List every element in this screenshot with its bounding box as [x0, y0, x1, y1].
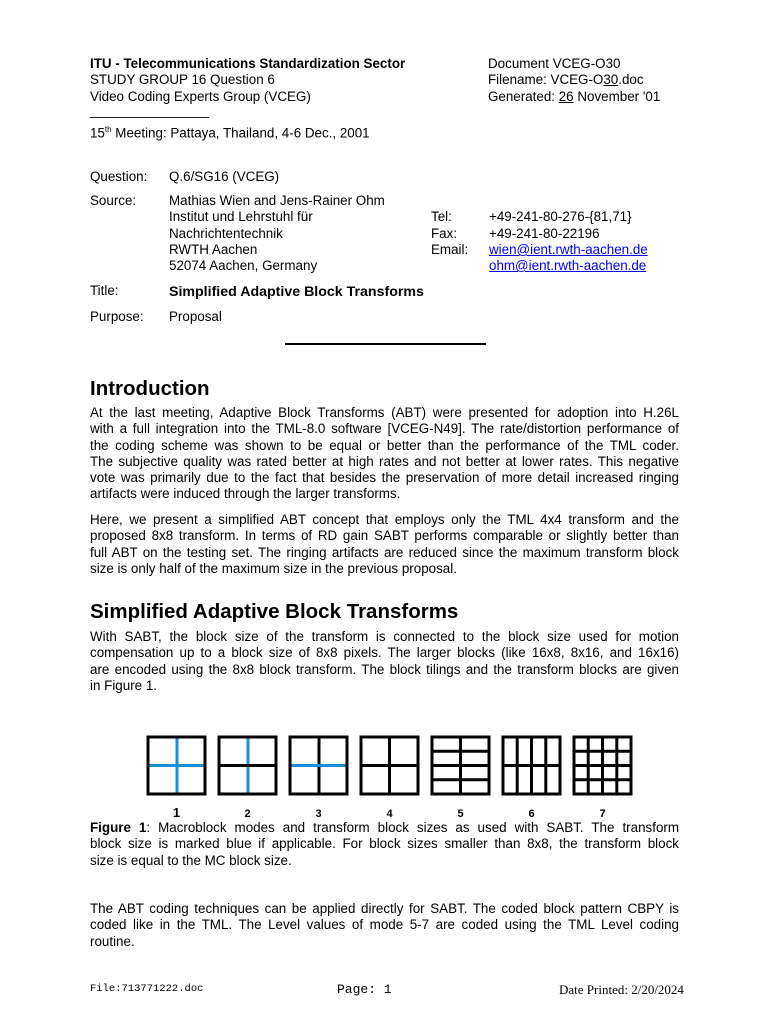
text-line: vote was primarily due to the fact that besides the preservation of more detail increased ringing [90, 470, 679, 486]
generated-day: 26 [558, 89, 574, 104]
source-label: Source: [90, 193, 137, 208]
text-line: At the last meeting, Adaptive Block Transforms (ABT) were presented for adoption into H.26L [90, 405, 679, 420]
title-value: Simplified Adaptive Block Transforms [169, 284, 424, 300]
text-line [90, 820, 679, 836]
text-line: block size is marked blue if applicable. For block sizes smaller than 8x8, the transform block [90, 836, 679, 852]
email-label: Email: [431, 242, 469, 257]
mode-1-block [148, 737, 205, 794]
mode-label-3: 3 [315, 808, 322, 820]
email-link-wien[interactable]: wien@ient.rwth-aachen.de [489, 242, 648, 257]
fax-label: Fax: [431, 226, 458, 241]
intro-paragraph-2 [90, 512, 679, 577]
meeting-number: 15 [90, 125, 105, 141]
email-link-ohm[interactable]: ohm@ient.rwth-aachen.de [489, 258, 647, 273]
text-line: Here, we present a simplified ABT concept that employs only the TML 4x4 transform and the [90, 512, 679, 527]
text-line: compensation up to a block size of 8x8 pixels. The larger blocks (like 16x8, 8x16, and 16x16) [90, 645, 679, 661]
mode-label-4: 4 [386, 808, 393, 820]
mode-label-7: 7 [599, 808, 606, 820]
meeting-line [90, 122, 370, 142]
generated-prefix: Generated: [488, 89, 559, 104]
org-name: ITU - Telecommunications Standardization Sector [90, 56, 406, 71]
document-id: Document VCEG-O30 [488, 56, 621, 71]
mode-7-block [574, 737, 631, 794]
figure-1-block-modes [140, 728, 640, 824]
text-line: are encoded using the 8x8 block transform. The block tilings and the transform blocks are given [90, 661, 679, 677]
source-line-5: 52074 Aachen, Germany [169, 258, 318, 273]
source-line-3: Nachrichtentechnik [169, 226, 283, 241]
text-line: artifacts were induced through the larger transforms. [90, 486, 401, 502]
mode-label-6: 6 [528, 808, 535, 820]
purpose-value: Proposal [169, 309, 222, 324]
text-line: size is only half of the maximum size in the previous proposal. [90, 560, 457, 576]
generated-line [488, 89, 660, 105]
question-label: Question: [90, 169, 148, 184]
tel-value: +49-241-80-276-{81,71} [489, 209, 632, 224]
intro-heading: Introduction [90, 377, 210, 400]
purpose-label: Purpose: [90, 309, 144, 324]
text-line: The subjective quality was rated better at high rates and not better at lower rates. This negative [90, 453, 679, 469]
meeting-info: Meeting: Pattaya, Thailand, 4-6 Dec., 2001 [111, 125, 370, 141]
sabt-paragraph-1 [90, 629, 679, 694]
meeting-sup: th [104, 125, 112, 134]
figure-caption [90, 820, 679, 869]
text-line: full ABT on the testing set. The ringing artifacts are reduced since the maximum transform block [90, 544, 679, 560]
fax-value: +49-241-80-22196 [489, 226, 600, 241]
separator-rule [285, 343, 486, 345]
caption-text: : Macroblock modes and transform block sizes as used with SABT. The transform [146, 820, 679, 835]
footer-date: Date Printed: 2/20/2024 [559, 982, 684, 997]
mode-3-block [290, 737, 347, 794]
study-group: STUDY GROUP 16 Question 6 [90, 72, 275, 87]
text-line: proposed 8x8 transform. In terms of RD gain SABT performs comparable or slightly better than [90, 528, 679, 544]
filename-suffix: .doc [618, 72, 644, 87]
source-line-4: RWTH Aachen [169, 242, 258, 257]
question-value: Q.6/SG16 (VCEG) [169, 169, 280, 184]
filename-line [488, 72, 644, 88]
mode-5-block [432, 737, 489, 794]
text-line: the coding scheme was shown to be equal or better than the performance of the TML coder. [90, 437, 679, 453]
text-line: with a full integration into the TML-8.0 software [VCEG-N49]. The rate/distortion performance of [90, 421, 679, 437]
title-label: Title: [90, 283, 119, 298]
mode-label-1: 1 [172, 805, 181, 820]
text-line: in Figure 1. [90, 677, 157, 693]
mode-6-block [503, 737, 560, 794]
text-line: routine. [90, 933, 135, 949]
intro-paragraph-1 [90, 405, 679, 503]
tel-label: Tel: [431, 209, 452, 224]
mode-2-block [219, 737, 276, 794]
source-line-1: Mathias Wien and Jens-Rainer Ohm [169, 193, 385, 208]
source-line-2: Institut und Lehrstuhl für [169, 209, 313, 224]
header-underline: ________________ [90, 103, 210, 118]
sabt-paragraph-2 [90, 901, 679, 950]
sabt-heading: Simplified Adaptive Block Transforms [90, 600, 459, 623]
filename-prefix: Filename: VCEG-O [488, 72, 604, 87]
mode-label-2: 2 [244, 808, 251, 820]
footer-page: Page: 1 [337, 982, 392, 997]
mode-4-block [361, 737, 418, 794]
expert-group: Video Coding Experts Group (VCEG) [90, 89, 311, 104]
text-line: size is equal to the MC block size. [90, 852, 292, 868]
text-line: The ABT coding techniques can be applied directly for SABT. The coded block pattern CBPY is [90, 901, 679, 916]
filename-number: 30 [603, 72, 619, 87]
generated-suffix: November '01 [573, 89, 661, 104]
mode-label-5: 5 [457, 808, 464, 820]
text-line: With SABT, the block size of the transform is connected to the block size used for motion [90, 629, 679, 644]
text-line: coded like in the TML. The Level values of mode 5-7 are coded using the TML Level coding [90, 917, 679, 933]
caption-label: Figure 1 [90, 820, 147, 835]
footer-file: File:713771222.doc [90, 983, 204, 995]
